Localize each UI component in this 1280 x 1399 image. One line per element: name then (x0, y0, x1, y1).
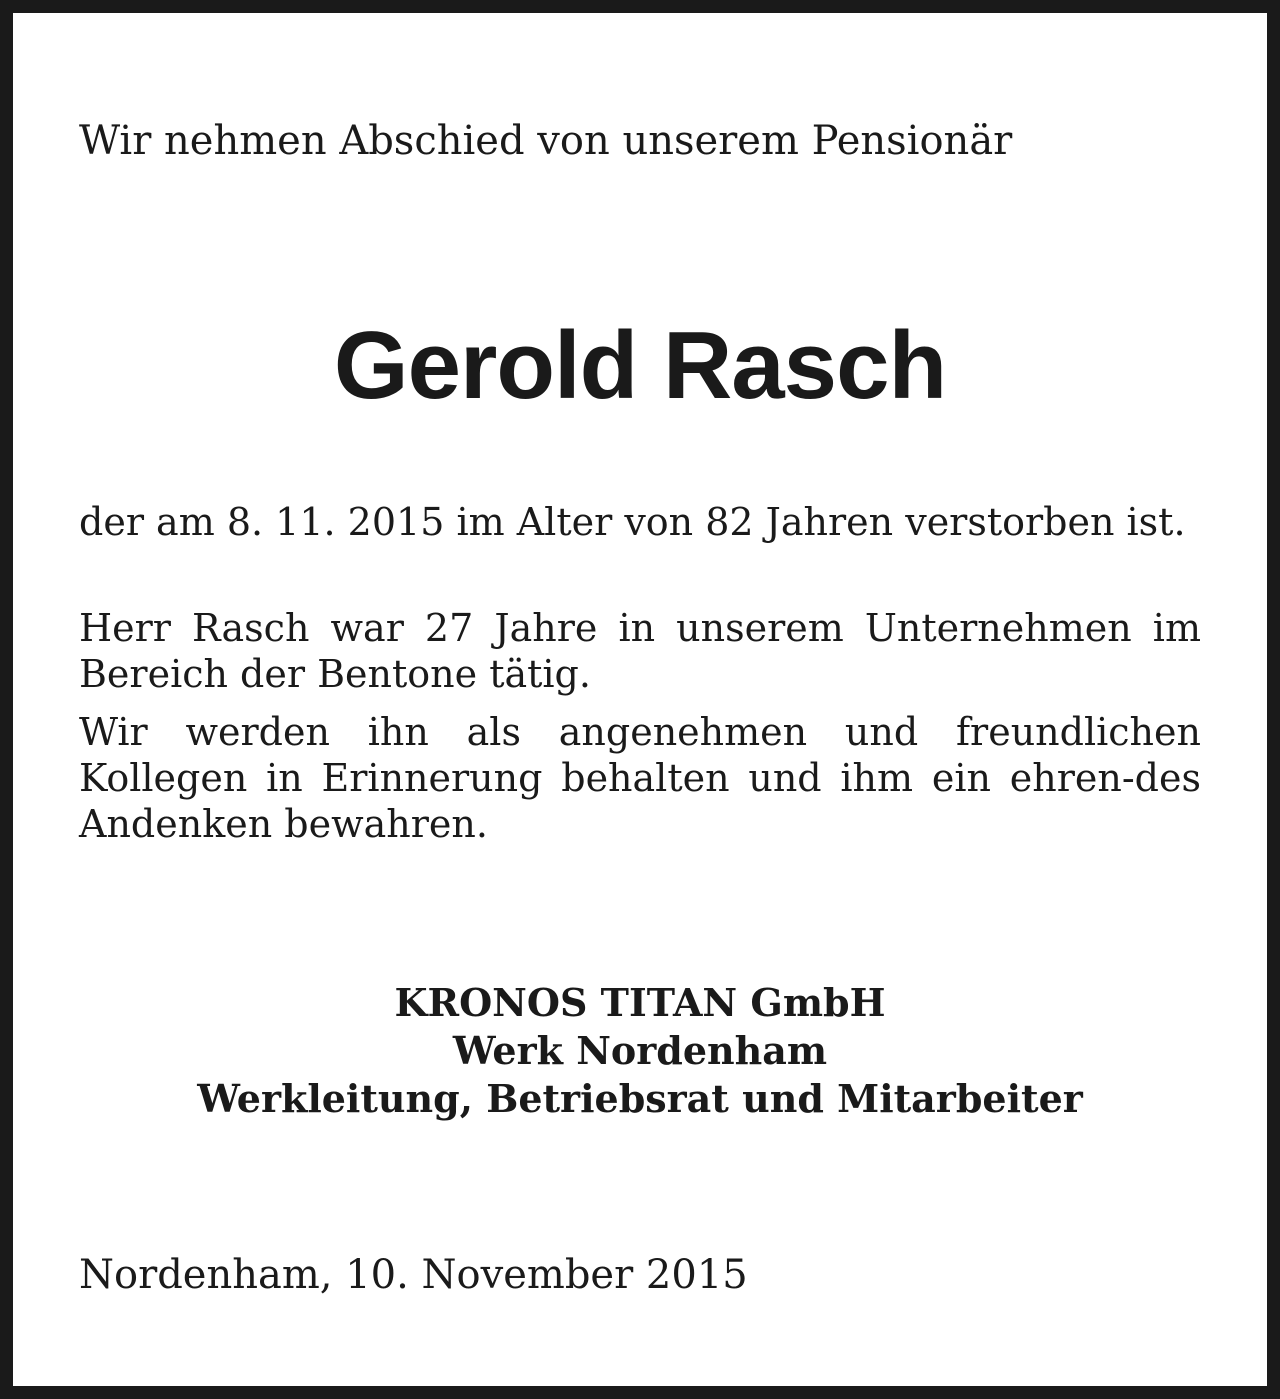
deceased-name: Gerold Rasch (333, 312, 947, 419)
signatory-groups: Werkleitung, Betriebsrat und Mitarbeiter (197, 1076, 1083, 1121)
place-and-date: Nordenham, 10. November 2015 (79, 1252, 748, 1298)
company-name: KRONOS TITAN GmbH (394, 980, 886, 1025)
employment-paragraph: Herr Rasch war 27 Jahre in unserem Unternehmen im Bereich der Bentone tätig. (79, 606, 1201, 696)
remembrance-paragraph: Wir werden ihn als angenehmen und freundlichen Kollegen in Erinnerung behalten und ihm ein ehren-des Andenken bewahren. (79, 710, 1201, 846)
intro-line: Wir nehmen Abschied von unserem Pensionär (79, 118, 1013, 164)
plant-name: Werk Nordenham (452, 1028, 828, 1073)
death-details-paragraph: der am 8. 11. 2015 im Alter von 82 Jahren verstorben ist. (79, 500, 1186, 544)
signature-block (13, 979, 1267, 1123)
